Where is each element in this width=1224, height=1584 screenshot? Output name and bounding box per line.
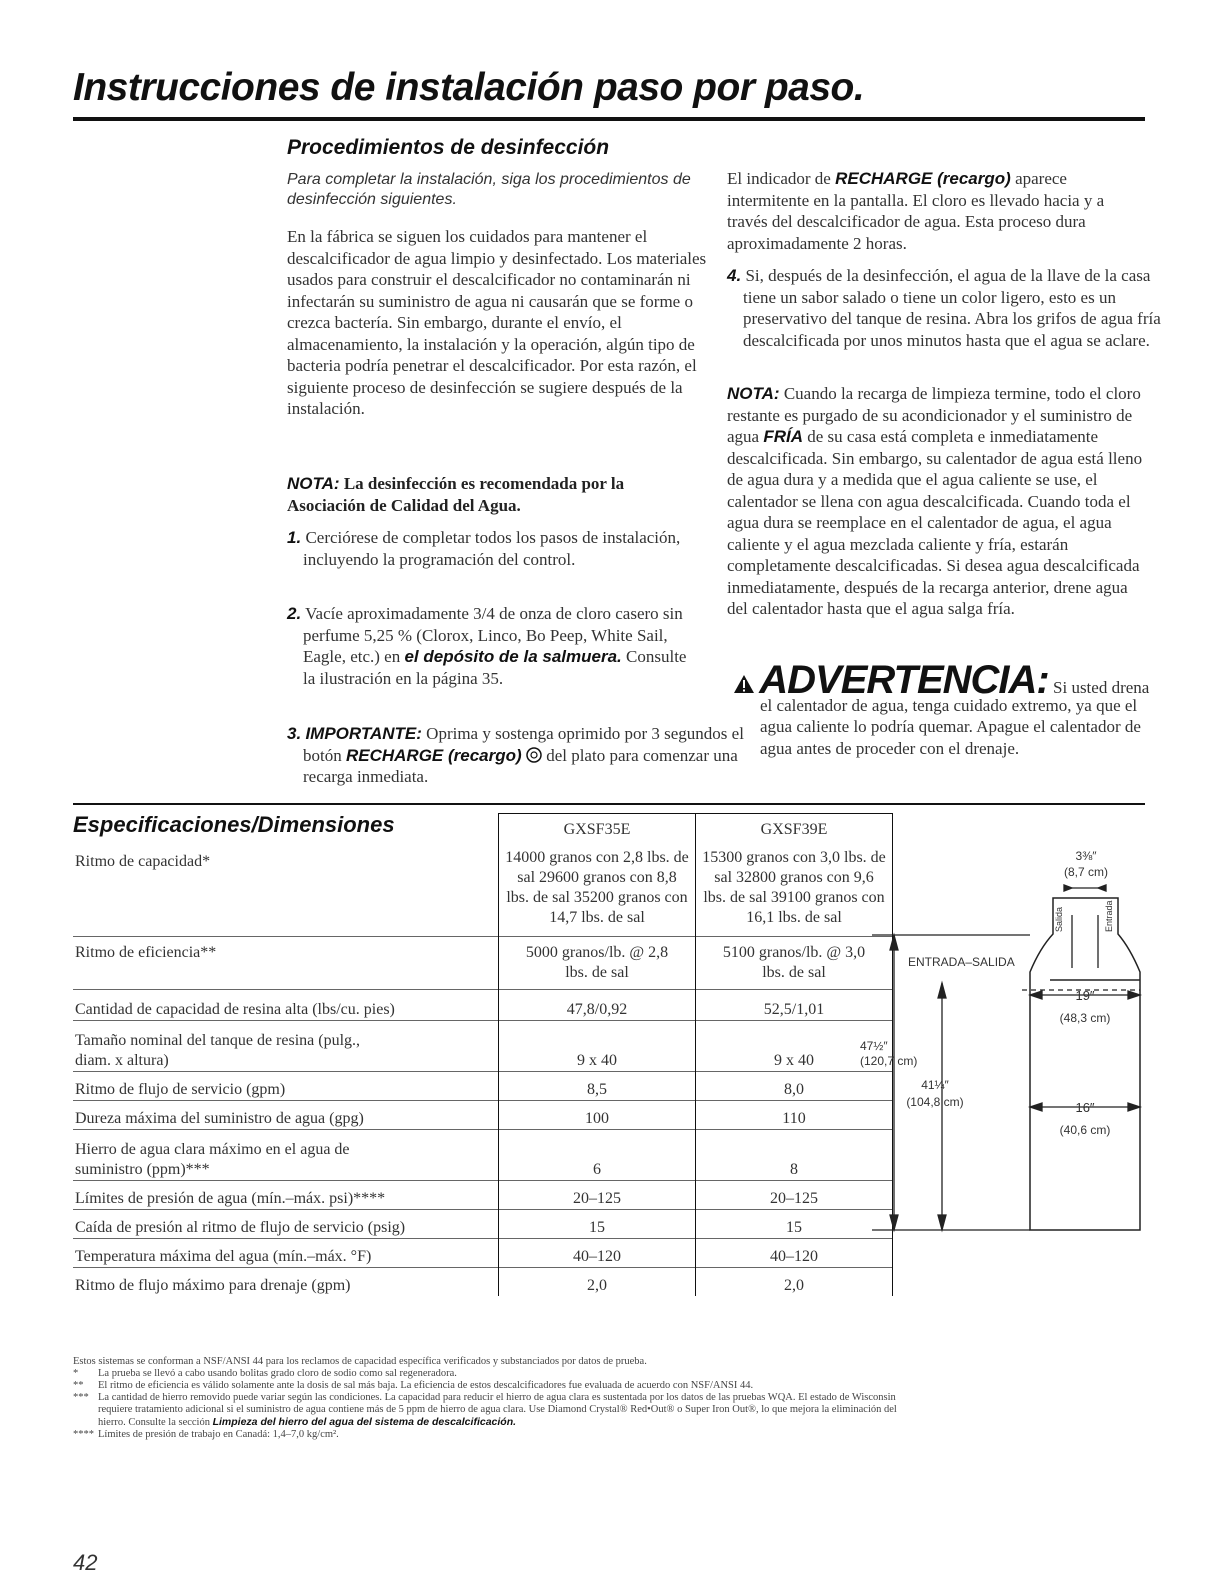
table-row [73,1238,893,1267]
row-value: 14000 granos con 2,8 lbs. de sal 29600 granos con 8,8 lbs. de sal 35200 granos con 14,7 lbs. de sal [499,846,696,937]
step-2-text-b: Consulte la ilustración en la página 35. [303,647,687,688]
title-divider [73,117,1145,121]
row-value: 100 [499,1100,696,1129]
table-row [73,846,893,937]
step-4-number: 4. [727,266,742,285]
arrow-icon [1030,991,1042,999]
specs-table [73,813,893,1296]
top-width-cm-label: (8,7 cm) [1063,865,1109,879]
row-value: 9 x 40 [499,1020,696,1071]
step-2-bold: el depósito de la salmuera. [404,647,622,666]
note-2 [727,383,1147,620]
step-3-text-b: del plato para comenzar una recarga inmediata. [303,745,738,786]
arrow-icon [938,983,946,998]
width-16-label: 16″ [1075,1100,1095,1115]
warning-triangle-icon [733,674,755,694]
table-row [73,1020,893,1071]
arrow-icon [938,1215,946,1230]
row-label: Temperatura máxima del agua (mín.–máx. °F) [73,1238,499,1267]
arrow-icon [1098,885,1106,891]
page-title: Instrucciones de instalación paso por paso. [73,66,865,109]
note-2-label: NOTA: [727,384,780,403]
row-value: 40–120 [696,1238,893,1267]
height-47-label: 47½″ [860,1039,888,1053]
disinfection-body: En la fábrica se siguen los cuidados para mantener el descalcificador de agua limpio y desinfectado. Los materiales usados para construir el descalcificador no contaminarán ni infectarán su suministro de agua ni causarán que se forme o crezca bactería. Sin embargo, durante el envío, el almacenamiento, la instalación y la operación, algún tipo de bacteria podría penetrar el descalcificador. Por esta razón, el siguiente proceso de desinfección se sugiere después de la instalación. [287,227,707,418]
footnote-text: La prueba se llevó a cabo usando bolitas grado cloro de sodio como sal regeneradora. [98,1368,457,1379]
footnote-bold: Limpieza del hierro del agua del sistema de descalcificación. [212,1416,517,1428]
step-1-number: 1. [287,528,302,547]
footnote-mark: * [73,1368,79,1379]
width-16-cm-label: (40,6 cm) [1059,1123,1111,1137]
warning-label: ADVERTENCIA: [759,658,1049,702]
table-row [73,1180,893,1209]
table-row [73,989,893,1020]
footnote-intro: Estos sistemas se conforman a NSF/ANSI 44 para los reclamos de capacidad específica verificados y substanciados por datos de prueba. [73,1356,647,1367]
step-1 [287,527,733,570]
row-label: Ritmo de eficiencia** [73,936,499,989]
row-label: Tamaño nominal del tanque de resina (pulg., diam. x altura) [73,1020,499,1071]
section-divider [73,803,1145,805]
row-value: 2,0 [696,1267,893,1296]
salida-label: Salida [1054,906,1064,932]
footnote-1 [73,1368,913,1380]
recharge-p-text-a: El indicador de [727,169,831,188]
footnote-text: Límites de presión de trabajo en Canadá: 1,4–7,0 kg/cm². [98,1429,339,1440]
step-4 [727,265,1163,351]
row-label: Caída de presión al ritmo de flujo de servicio (psig) [73,1209,499,1238]
arrow-icon [1128,991,1140,999]
row-value: 8,0 [696,1071,893,1100]
warning-text-b: el calentador de agua, tenga cuidado extremo, ya que el agua caliente lo podría quemar. Apague el calentador de agua antes de proceder con el drenaje. [760,695,1141,758]
table-row [73,936,893,989]
recharge-p-bold: RECHARGE (recargo) [835,169,1011,188]
step-3-number: 3. [287,724,302,743]
footnote-2 [73,1380,913,1392]
row-label: Límites de presión de agua (mín.–máx. psi)**** [73,1180,499,1209]
row-value: 15300 granos con 3,0 lbs. de sal 32800 granos con 9,6 lbs. de sal 39100 granos con 16,1 lbs. de sal [696,846,893,937]
arrow-icon [1128,1103,1140,1111]
arrow-icon [1064,885,1072,891]
footnote-3 [73,1392,913,1429]
table-header-row [73,814,893,846]
specs-heading: Especificaciones/Dimensiones [73,812,395,837]
row-label: Cantidad de capacidad de resina alta (lbs/cu. pies) [73,989,499,1020]
arrow-icon [890,935,898,950]
row-value: 5100 granos/lb. @ 3,0 lbs. de sal [696,936,893,989]
recharge-p-text-b: aparece intermitente en la pantalla. El cloro es llevado hacia y a través del descalcificador de agua. Esta proceso dura aproximadamente 2 horas. [727,169,1105,253]
row-value: 20–125 [696,1180,893,1209]
recharge-indicator-paragraph [727,168,1147,254]
step-4-text: Si, después de la desinfección, el agua de la llave de la casa tiene un sabor salado o tiene un color ligero, esto es un preservativo del tanque de resina. Abra los grifos de agua fría descalcificada por unos minutos hasta que el agua se aclare. [743,266,1161,350]
row-label: Ritmo de flujo de servicio (gpm) [73,1071,499,1100]
row-value: 47,8/0,92 [499,989,696,1020]
footnote-mark: *** [73,1392,89,1403]
table-row [73,1267,893,1296]
step-2-text-a: Vacíe aproximadamente 3/4 de onza de cloro casero sin perfume 5,25 % (Clorox, Linco, Bo Peep, White Sail, Eagle, etc.) en [303,604,683,666]
step-2 [287,603,698,689]
entrada-salida-label: ENTRADA–SALIDA [908,955,1015,969]
warning-text-a: Si usted drena [1053,678,1150,697]
note-2-text-a: Cuando la recarga de limpieza termine, todo el cloro restante es purgado de su acondicionador y el suministro de agua [727,384,1141,446]
disinfection-heading: Procedimientos de desinfección [287,136,610,159]
row-label: Ritmo de flujo máximo para drenaje (gpm) [73,1267,499,1296]
note-label: NOTA: [287,474,340,493]
step-3-label: IMPORTANTE: [305,724,422,743]
recharge-button-icon [526,747,542,763]
row-label: Dureza máxima del suministro de agua (gpg) [73,1100,499,1129]
height-47-cm-label: (120,7 cm) [860,1054,918,1068]
row-value: 5000 granos/lb. @ 2,8 lbs. de sal [499,936,696,989]
arrow-icon [890,1215,898,1230]
top-width-label: 3⅜″ [1075,849,1097,863]
footnote-text: La cantidad de hierro removido puede variar según las condiciones. La capacidad para reducir el hierro de agua clara es sustentada por los datos de las pruebas WQA. El estado de Wisconsin requiere tratamiento adicional si el suministro de agua contiene más de 5 ppm de hierro de agua clara. Use Diamond Crystal® Red•Out® o Super Iron Out®, lo que mejora la eliminación del hierro. Consulte la sección [98,1392,897,1428]
table-row [73,1129,893,1180]
footnote-text: El ritmo de eficiencia es válido solamente ante la dosis de sal más baja. La eficiencia de estos descalcificadores fue evaluada de acuerdo con NSF/ANSI 44. [98,1380,754,1391]
step-1-text: Cerciórese de completar todos los pasos de instalación, incluyendo la programación del control. [303,528,681,569]
height-41-cm-label: (104,8 cm) [906,1095,964,1109]
width-19-cm-label: (48,3 cm) [1059,1011,1111,1025]
row-value: 15 [499,1209,696,1238]
model-header: GXSF39E [696,814,893,846]
warning-block [733,658,1153,759]
page-number: 42 [73,1550,98,1575]
dimension-diagram [850,840,1150,1240]
row-value: 40–120 [499,1238,696,1267]
row-value: 110 [696,1100,893,1129]
note-2-bold: FRÍA [763,427,804,446]
row-value: 20–125 [499,1180,696,1209]
row-value: 15 [696,1209,893,1238]
table-row [73,1071,893,1100]
row-label: Ritmo de capacidad* [75,852,211,870]
footnote-4 [73,1429,913,1441]
row-value: 52,5/1,01 [696,989,893,1020]
step-3 [287,723,758,788]
table-row [73,1209,893,1238]
model-header: GXSF35E [499,814,696,846]
step-2-number: 2. [287,604,302,623]
row-label: Hierro de agua clara máximo en el agua de suministro (ppm)*** [73,1129,499,1180]
footnote-mark: ** [73,1380,84,1391]
row-value: 9 x 40 [696,1020,893,1071]
disinfection-note [287,473,697,516]
note-2-text-b: de su casa está completa e inmediatamente descalcificada. Sin embargo, su calentador de agua está lleno de agua dura y a medida que el agua caliente se use, el calentador se llena con agua descalcificada. Cuando toda el agua dura se reemplace en el calentador de agua, el agua caliente y el agua mezclada caliente y fría, estarán completamente descalcificadas. Si desea agua descalcificada inmediatamente, después de la recarga anterior, drene agua del calentador hasta que el agua salga fría. [727,427,1143,618]
step-3-bold: RECHARGE (recargo) [345,745,522,765]
disinfection-intro: Para completar la instalación, siga los procedimientos de desinfección siguientes. [287,171,691,208]
arrow-icon [1030,1103,1042,1111]
row-value: 8,5 [499,1071,696,1100]
row-value: 8 [696,1129,893,1180]
step-3-text-a: Oprima y sostenga oprimido por 3 segundos el botón [303,724,744,765]
note-text: La desinfección es recomendada por la Asociación de Calidad del Agua. [287,474,625,515]
footnote-mark: **** [73,1429,94,1440]
entrada-label: Entrada [1104,900,1114,932]
footnotes [73,1356,913,1441]
softener-outline [1030,898,1140,1230]
height-41-label: 41¼″ [921,1078,949,1092]
row-value: 6 [499,1129,696,1180]
table-row [73,1100,893,1129]
width-19-label: 19″ [1075,988,1095,1003]
row-value: 2,0 [499,1267,696,1296]
